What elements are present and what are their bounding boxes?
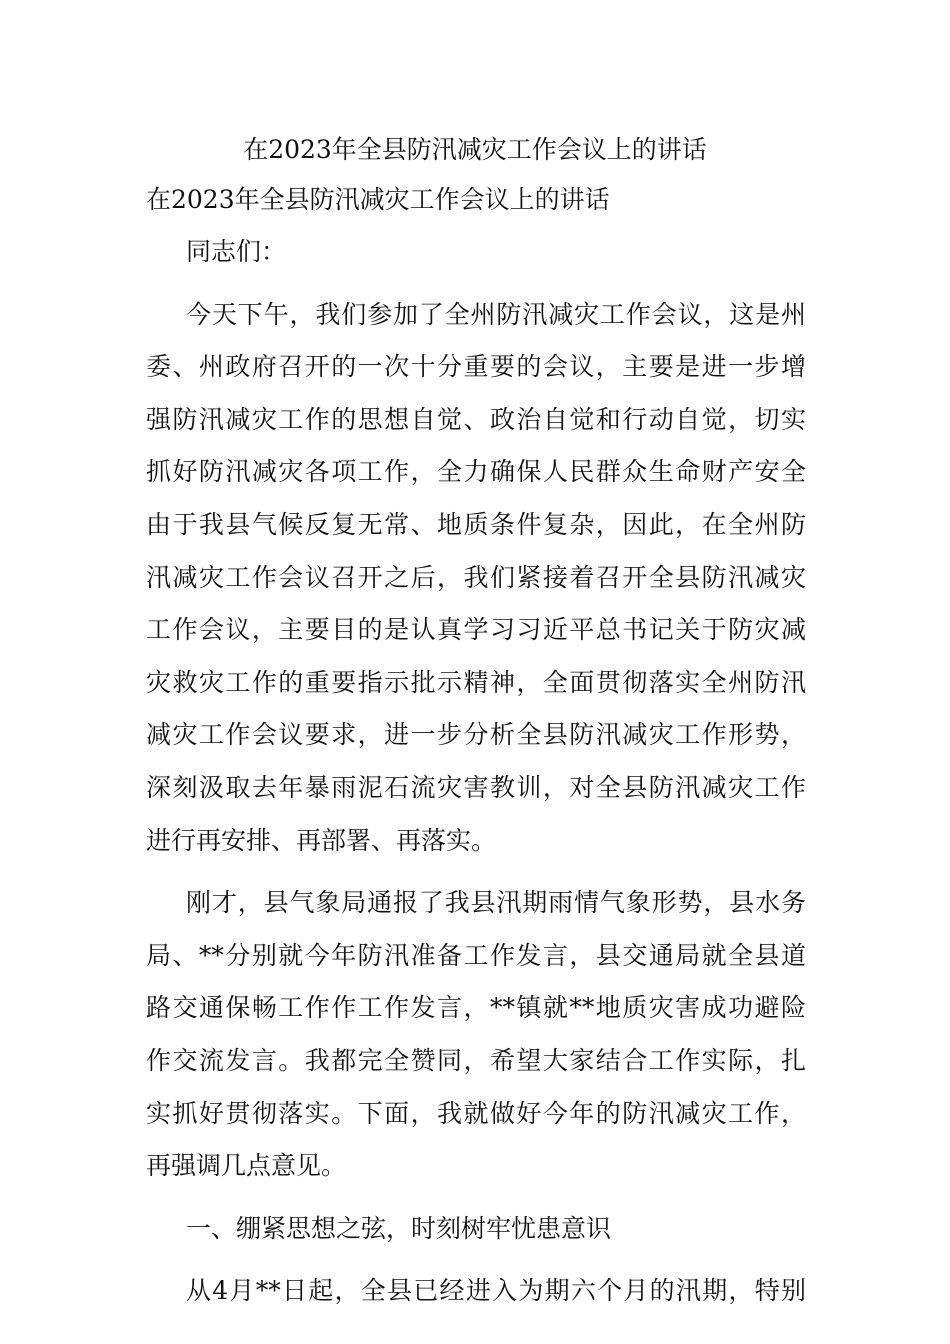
paragraph-line: 再强调几点意见。 bbox=[146, 1151, 347, 1181]
paragraph-line: 由于我县气候反复无常、地质条件复杂，因此，在全州防 bbox=[146, 509, 806, 539]
paragraph-line: 路交通保畅工作作工作发言，**镇就**地质灾害成功避险 bbox=[146, 993, 806, 1023]
paragraph-line: 从4月**日起，全县已经进入为期六个月的汛期，特别 bbox=[186, 1276, 806, 1306]
paragraph-line: 进行再安排、再部署、再落实。 bbox=[146, 825, 497, 855]
document-subtitle: 在2023年全县防汛减灾工作会议上的讲话 bbox=[146, 185, 610, 214]
paragraph-line: 实抓好贯彻落实。下面，我就做好今年的防汛减灾工作， bbox=[146, 1098, 806, 1128]
paragraph-line: 汛减灾工作会议召开之后，我们紧接着召开全县防汛减灾 bbox=[146, 562, 806, 592]
paragraph-line: 委、州政府召开的一次十分重要的会议，主要是进一步增 bbox=[146, 352, 806, 382]
salutation-line: 同志们： bbox=[186, 237, 287, 266]
paragraph-line: 灾救灾工作的重要指示批示精神，全面贯彻落实全州防汛 bbox=[146, 667, 806, 697]
document-body bbox=[146, 226, 806, 1318]
paragraph-line: 作交流发言。我都完全赞同，希望大家结合工作实际，扎 bbox=[146, 1045, 806, 1075]
paragraph-line: 深刻汲取去年暴雨泥石流灾害教训，对全县防汛减灾工作 bbox=[146, 772, 806, 802]
paragraph-line: 刚才，县气象局通报了我县汛期雨情气象形势，县水务 bbox=[186, 888, 806, 918]
paragraph-line: 工作会议，主要目的是认真学习习近平总书记关于防灾减 bbox=[146, 615, 806, 645]
paragraph-line: 抓好防汛减灾各项工作，全力确保人民群众生命财产安全 bbox=[146, 457, 806, 487]
paragraph-line: 今天下午，我们参加了全州防汛减灾工作会议，这是州 bbox=[186, 299, 806, 329]
section-heading: 一、绷紧思想之弦，时刻树牢忧患意识 bbox=[186, 1213, 612, 1243]
paragraph-line: 减灾工作会议要求，进一步分析全县防汛减灾工作形势， bbox=[146, 720, 806, 750]
document-title: 在2023年全县防汛减灾工作会议上的讲话 bbox=[243, 135, 707, 164]
paragraph-line: 局、**分别就今年防汛准备工作发言，县交通局就全县道 bbox=[146, 940, 806, 970]
paragraph-line: 强防汛减灾工作的思想自觉、政治自觉和行动自觉，切实 bbox=[146, 404, 806, 434]
